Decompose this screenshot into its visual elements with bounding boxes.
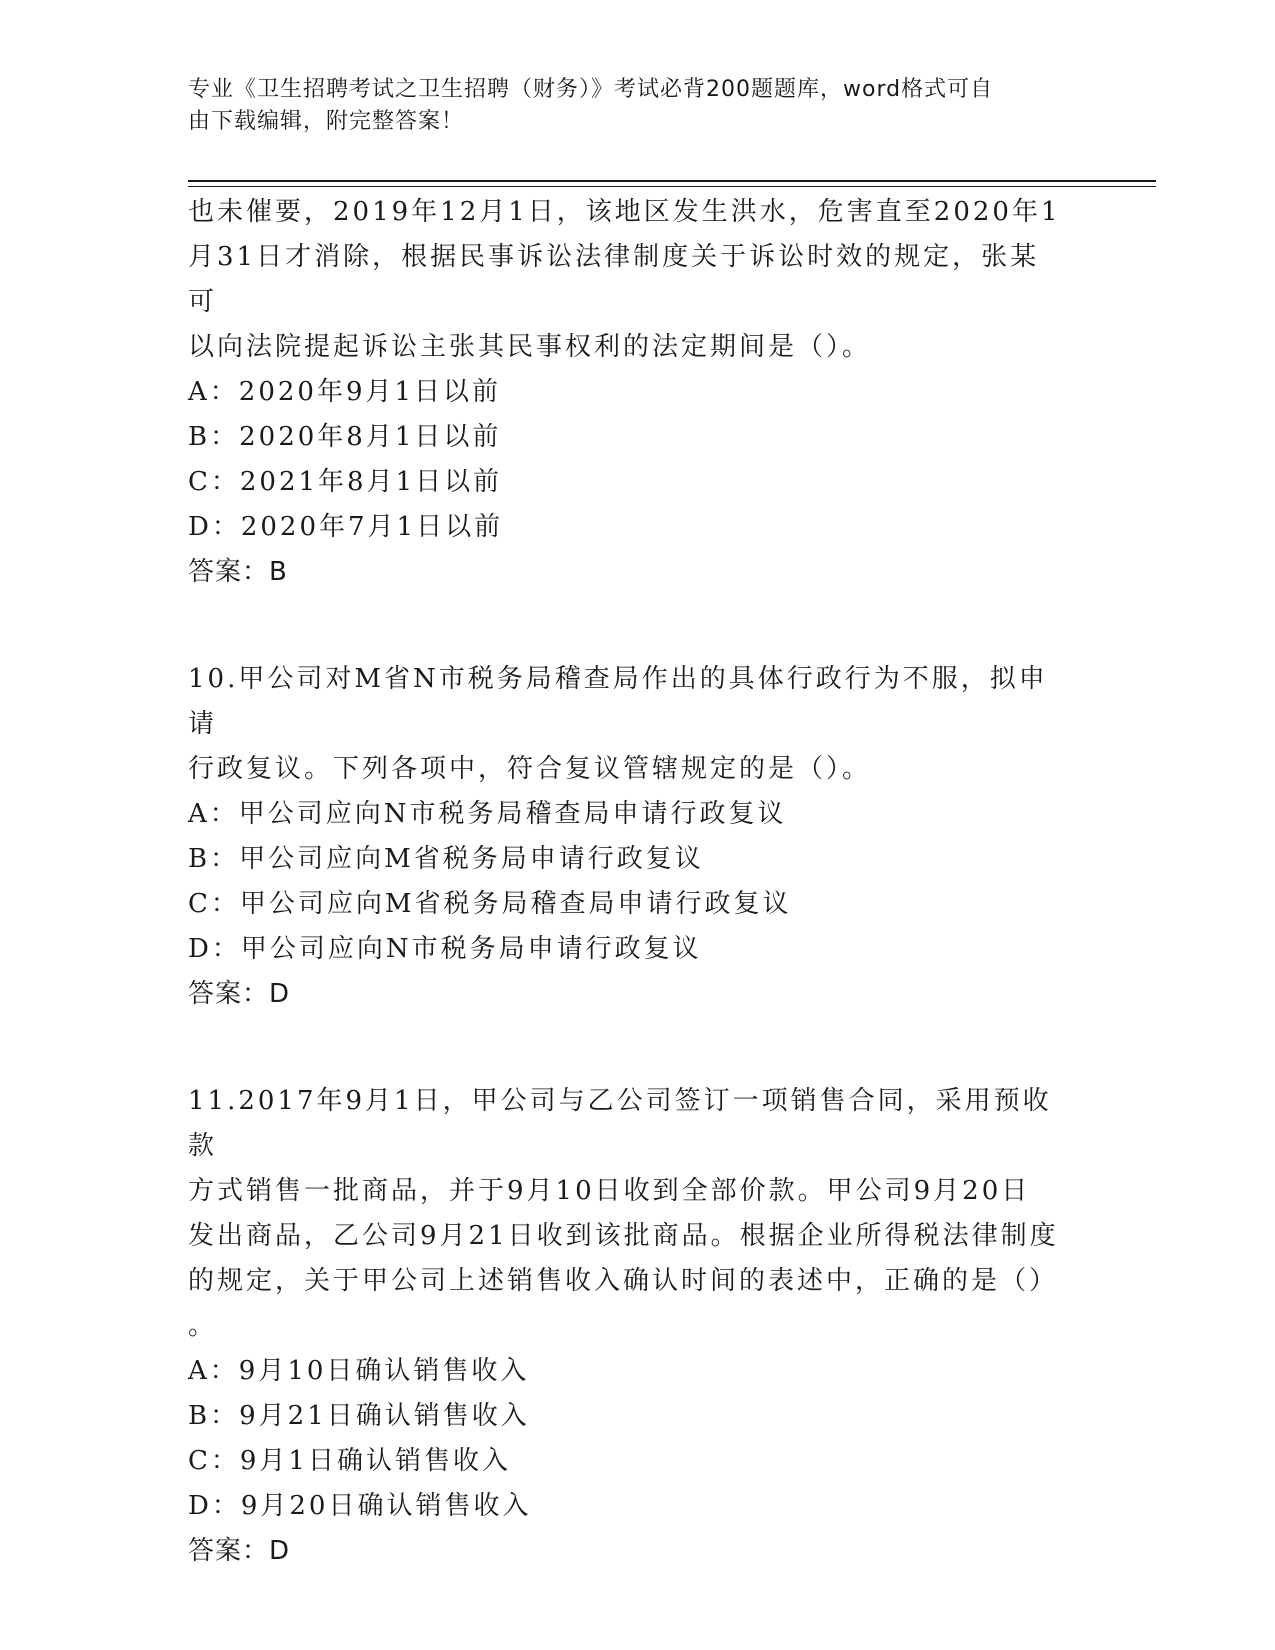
question-text-line: 10.甲公司对M省N市税务局稽查局作出的具体行政行为不服，拟申请: [188, 664, 1048, 739]
question-text-line: 月31日才消除，根据民事诉讼法律制度关于诉讼时效的规定，张某可: [188, 242, 1040, 317]
option-a: A：甲公司应向N市税务局稽查局申请行政复议: [188, 799, 787, 829]
option-d: D：甲公司应向N市税务局申请行政复议: [188, 934, 702, 964]
option-c: C：2021年8月1日以前: [188, 467, 503, 497]
question-text-line: 也未催要，2019年12月1日，该地区发生洪水，危害直至2020年1: [188, 197, 1061, 227]
option-b: B：9月21日确认销售收入: [188, 1401, 530, 1431]
question-text-line: 方式销售一批商品，并于9月10日收到全部价款。甲公司9月20日: [188, 1176, 1031, 1206]
option-d: D：9月20日确认销售收入: [188, 1491, 532, 1521]
header-line-1: 专业《卫生招聘考试之卫生招聘（财务）》考试必背200题题库，word格式可自: [188, 77, 994, 102]
option-b: B：甲公司应向M省税务局申请行政复议: [188, 844, 704, 874]
option-c: C：甲公司应向M省税务局稽查局申请行政复议: [188, 889, 792, 919]
question-text-line: 的规定，关于甲公司上述销售收入确认时间的表述中，正确的是（）: [188, 1266, 1059, 1296]
option-b: B：2020年8月1日以前: [188, 422, 502, 452]
document-header: [188, 74, 1068, 138]
header-divider-thick: [188, 180, 1156, 182]
answer-label: 答案：B: [188, 557, 288, 587]
question-text-line: 以向法院提起诉讼主张其民事权利的法定期间是（）。: [188, 332, 872, 362]
header-divider-thin: [188, 186, 1156, 187]
question-item: [188, 190, 1068, 595]
option-a: A：2020年9月1日以前: [188, 377, 502, 407]
question-list: [188, 190, 1068, 1574]
question-item: [188, 1079, 1068, 1574]
option-d: D：2020年7月1日以前: [188, 512, 504, 542]
question-spacer: [188, 595, 1068, 657]
answer-label: 答案：D: [188, 1536, 291, 1566]
question-text-line: 。: [188, 1311, 218, 1341]
question-text-line: 11.2017年9月1日，甲公司与乙公司签订一项销售合同，采用预收款: [188, 1086, 1052, 1161]
question-item: [188, 657, 1068, 1017]
question-text-line: 发出商品，乙公司9月21日收到该批商品。根据企业所得税法律制度: [188, 1221, 1059, 1251]
answer-label: 答案：D: [188, 979, 291, 1009]
header-line-2: 由下载编辑，附完整答案！: [188, 109, 465, 134]
question-text-line: 行政复议。下列各项中，符合复议管辖规定的是（）。: [188, 754, 872, 784]
option-c: C：9月1日确认销售收入: [188, 1446, 511, 1476]
question-spacer: [188, 1017, 1068, 1079]
option-a: A：9月10日确认销售收入: [188, 1356, 530, 1386]
